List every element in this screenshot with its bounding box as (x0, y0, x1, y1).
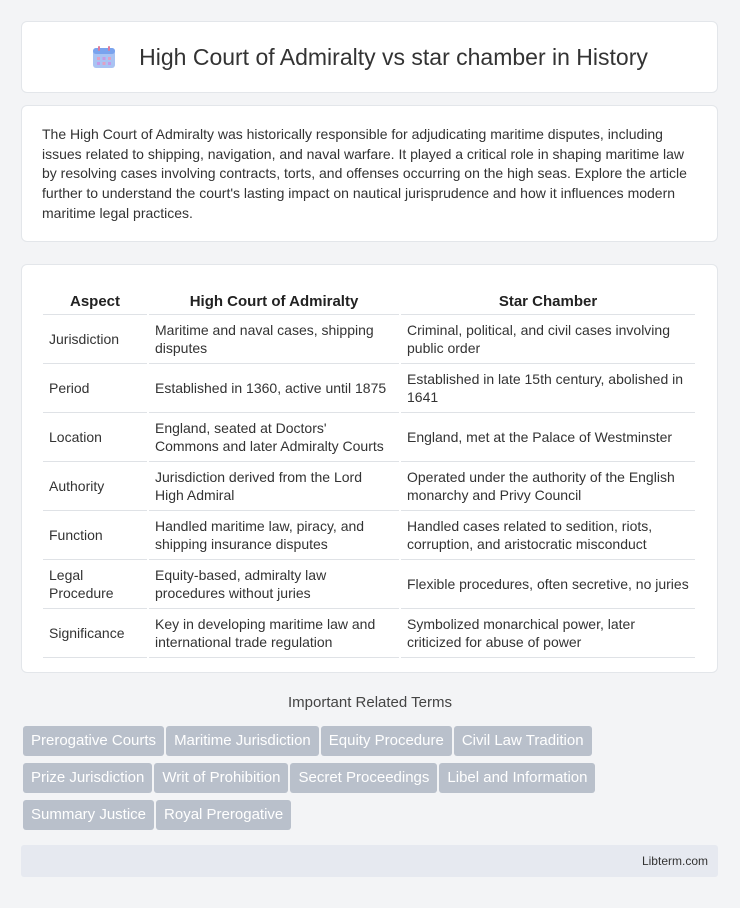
comparison-table (41, 285, 697, 658)
related-terms-list (23, 726, 723, 837)
row-star-chamber: Symbolized monarchical power, later criticized for abuse of power (401, 609, 695, 658)
footer-site-link[interactable]: Libterm.com (641, 854, 708, 868)
row-admiralty: Maritime and naval cases, shipping disputes (149, 315, 399, 364)
row-admiralty: Key in developing maritime law and international trade regulation (149, 609, 399, 658)
row-admiralty: England, seated at Doctors' Commons and later Admiralty Courts (149, 413, 399, 462)
footer (21, 845, 718, 877)
row-admiralty: Established in 1360, active until 1875 (149, 364, 399, 413)
row-admiralty: Jurisdiction derived from the Lord High Admiral (149, 462, 399, 511)
table-row (43, 560, 695, 609)
header-admiralty: High Court of Admiralty (149, 285, 399, 315)
table-row (43, 609, 695, 658)
row-aspect: Jurisdiction (43, 315, 147, 364)
table-row (43, 364, 695, 413)
term-tag[interactable]: Maritime Jurisdiction (166, 726, 319, 756)
related-terms-title: Important Related Terms (288, 694, 452, 711)
calendar-icon (91, 44, 117, 70)
row-star-chamber: Flexible procedures, often secretive, no juries (401, 560, 695, 609)
title-card (21, 21, 718, 93)
row-star-chamber: England, met at the Palace of Westminster (401, 413, 695, 462)
row-admiralty: Equity-based, admiralty law procedures without juries (149, 560, 399, 609)
table-row (43, 413, 695, 462)
row-aspect: Function (43, 511, 147, 560)
term-tag[interactable]: Civil Law Tradition (454, 726, 592, 756)
row-star-chamber: Handled cases related to sedition, riots, corruption, and aristocratic misconduct (401, 511, 695, 560)
header-star-chamber: Star Chamber (401, 285, 695, 315)
term-tag[interactable]: Equity Procedure (321, 726, 452, 756)
page-title: High Court of Admiralty vs star chamber in History (139, 43, 648, 70)
row-aspect: Period (43, 364, 147, 413)
row-star-chamber: Operated under the authority of the English monarchy and Privy Council (401, 462, 695, 511)
term-tag[interactable]: Summary Justice (23, 800, 154, 830)
term-tag[interactable]: Royal Prerogative (156, 800, 291, 830)
intro-card (21, 105, 718, 242)
intro-text: The High Court of Admiralty was historically responsible for adjudicating maritime disputes, including issues related to shipping, navigation, and naval warfare. It played a critical role in shaping maritime law by resolving cases involving contracts, torts, and offenses occurring on the high seas. Explore the article further to understand the court's lasting impact on nautical jurisprudence and how it influences modern maritime legal practices. (42, 126, 687, 221)
comparison-card (21, 264, 718, 673)
term-tag[interactable]: Writ of Prohibition (154, 763, 288, 793)
row-aspect: Legal Procedure (43, 560, 147, 609)
table-row (43, 462, 695, 511)
row-aspect: Location (43, 413, 147, 462)
row-star-chamber: Criminal, political, and civil cases involving public order (401, 315, 695, 364)
term-tag[interactable]: Libel and Information (439, 763, 595, 793)
term-tag[interactable]: Secret Proceedings (290, 763, 437, 793)
table-row (43, 315, 695, 364)
table-header-row (43, 285, 695, 315)
term-tag[interactable]: Prize Jurisdiction (23, 763, 152, 793)
term-tag[interactable]: Prerogative Courts (23, 726, 164, 756)
header-aspect: Aspect (43, 285, 147, 315)
table-row (43, 511, 695, 560)
row-admiralty: Handled maritime law, piracy, and shipping insurance disputes (149, 511, 399, 560)
row-aspect: Significance (43, 609, 147, 658)
row-aspect: Authority (43, 462, 147, 511)
row-star-chamber: Established in late 15th century, abolished in 1641 (401, 364, 695, 413)
